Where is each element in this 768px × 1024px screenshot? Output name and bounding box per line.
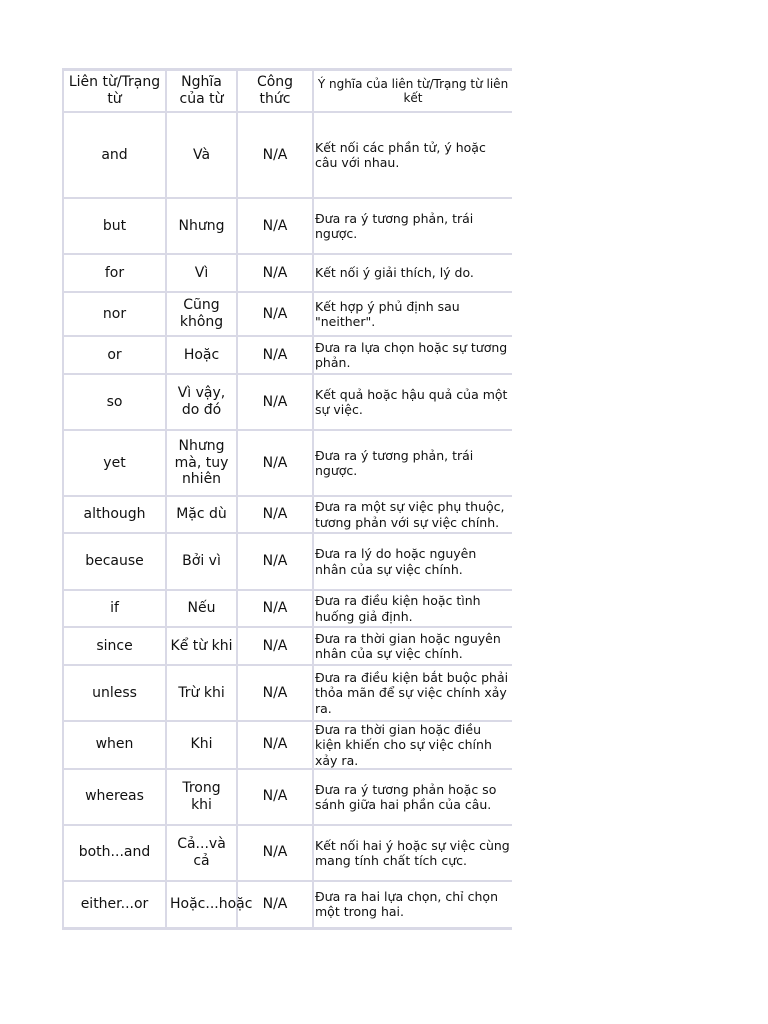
- cell-formula: N/A: [238, 375, 314, 431]
- cell-formula: N/A: [238, 337, 314, 375]
- cell-meaning: Nhưng mà, tuy nhiên: [167, 431, 238, 497]
- table-body: [64, 113, 512, 927]
- cell-meaning: Và: [167, 113, 238, 199]
- cell-word: so: [64, 375, 167, 431]
- cell-formula: N/A: [238, 255, 314, 293]
- table-row: [64, 199, 512, 255]
- cell-word: since: [64, 628, 167, 666]
- cell-formula: N/A: [238, 826, 314, 882]
- cell-formula: N/A: [238, 770, 314, 826]
- cell-meaning: Trong khi: [167, 770, 238, 826]
- table-row: [64, 722, 512, 770]
- cell-description: Đưa ra thời gian hoặc nguyên nhân của sự việc chính.: [314, 628, 512, 666]
- cell-word: when: [64, 722, 167, 770]
- cell-word: nor: [64, 293, 167, 337]
- cell-meaning: Vì: [167, 255, 238, 293]
- cell-description: Đưa ra một sự việc phụ thuộc, tương phản với sự việc chính.: [314, 497, 512, 534]
- cell-formula: N/A: [238, 882, 314, 927]
- cell-description: Đưa ra ý tương phản, trái ngược.: [314, 431, 512, 497]
- cell-word: for: [64, 255, 167, 293]
- table-row: [64, 591, 512, 628]
- table-row: [64, 770, 512, 826]
- cell-formula: N/A: [238, 666, 314, 722]
- cell-formula: N/A: [238, 497, 314, 534]
- cell-meaning: Vì vậy, do đó: [167, 375, 238, 431]
- cell-meaning: Kể từ khi: [167, 628, 238, 666]
- cell-formula: N/A: [238, 534, 314, 591]
- table-row: [64, 337, 512, 375]
- conjunction-table: [62, 68, 512, 930]
- header-description: Ý nghĩa của liên từ/Trạng từ liên kết: [314, 71, 512, 113]
- cell-description: Đưa ra ý tương phản hoặc so sánh giữa hai phần của câu.: [314, 770, 512, 826]
- cell-word: because: [64, 534, 167, 591]
- table-row: [64, 375, 512, 431]
- cell-meaning: Nhưng: [167, 199, 238, 255]
- cell-description: Kết nối hai ý hoặc sự việc cùng mang tính chất tích cực.: [314, 826, 512, 882]
- cell-word: but: [64, 199, 167, 255]
- cell-word: unless: [64, 666, 167, 722]
- cell-description: Đưa ra ý tương phản, trái ngược.: [314, 199, 512, 255]
- cell-description: Kết nối ý giải thích, lý do.: [314, 255, 512, 293]
- cell-word: whereas: [64, 770, 167, 826]
- header-formula: Công thức: [238, 71, 314, 113]
- header-meaning: Nghĩa của từ: [167, 71, 238, 113]
- table-row: [64, 255, 512, 293]
- cell-word: or: [64, 337, 167, 375]
- table-row: [64, 882, 512, 927]
- cell-description: Đưa ra điều kiện bắt buộc phải thỏa mãn để sự việc chính xảy ra.: [314, 666, 512, 722]
- cell-formula: N/A: [238, 113, 314, 199]
- header-word: Liên từ/Trạng từ: [64, 71, 167, 113]
- cell-word: if: [64, 591, 167, 628]
- cell-word: either...or: [64, 882, 167, 927]
- cell-meaning: Trừ khi: [167, 666, 238, 722]
- table-row: [64, 113, 512, 199]
- cell-description: Đưa ra lựa chọn hoặc sự tương phản.: [314, 337, 512, 375]
- table-row: [64, 666, 512, 722]
- cell-meaning: Cũng không: [167, 293, 238, 337]
- cell-description: Đưa ra thời gian hoặc điều kiện khiến cho sự việc chính xảy ra.: [314, 722, 512, 770]
- cell-description: Kết nối các phần tử, ý hoặc câu với nhau.: [314, 113, 512, 199]
- cell-word: both...and: [64, 826, 167, 882]
- cell-formula: N/A: [238, 431, 314, 497]
- cell-formula: N/A: [238, 628, 314, 666]
- table-row: [64, 628, 512, 666]
- cell-meaning: Mặc dù: [167, 497, 238, 534]
- table-row: [64, 826, 512, 882]
- table-header-row: [64, 71, 512, 113]
- table-row: [64, 293, 512, 337]
- cell-description: Kết quả hoặc hậu quả của một sự việc.: [314, 375, 512, 431]
- cell-description: Đưa ra điều kiện hoặc tình huống giả định.: [314, 591, 512, 628]
- cell-formula: N/A: [238, 722, 314, 770]
- table-row: [64, 431, 512, 497]
- cell-meaning: Nếu: [167, 591, 238, 628]
- cell-description: Đưa ra hai lựa chọn, chỉ chọn một trong hai.: [315, 889, 498, 920]
- cell-meaning: Khi: [167, 722, 238, 770]
- cell-description: Kết hợp ý phủ định sau "neither".: [314, 293, 512, 337]
- cell-meaning: Hoặc: [167, 337, 238, 375]
- cell-formula: N/A: [238, 199, 314, 255]
- table-row: [64, 534, 512, 591]
- cell-word: yet: [64, 431, 167, 497]
- cell-formula: N/A: [238, 293, 314, 337]
- cell-description: Đưa ra lý do hoặc nguyên nhân của sự việc chính.: [314, 534, 512, 591]
- cell-word: and: [64, 113, 167, 199]
- cell-meaning: Hoặc...hoặc: [167, 882, 238, 927]
- cell-formula: N/A: [238, 591, 314, 628]
- cell-word: although: [64, 497, 167, 534]
- cell-meaning: Bởi vì: [167, 534, 238, 591]
- cell-meaning: Cả...và cả: [167, 826, 238, 882]
- table-row: [64, 497, 512, 534]
